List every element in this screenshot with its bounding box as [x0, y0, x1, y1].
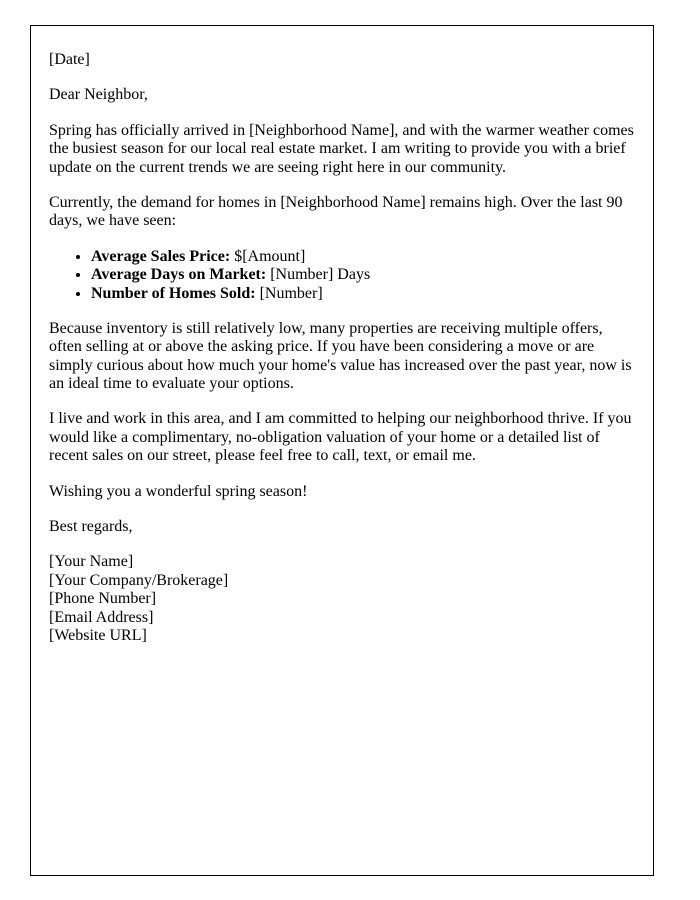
stat-value: $[Amount] — [230, 247, 306, 265]
salutation: Dear Neighbor, — [49, 86, 148, 104]
signature-line-name: [Your Name] — [49, 553, 134, 571]
stat-label: Average Sales Price: — [91, 247, 231, 265]
signature-block — [49, 553, 635, 645]
list-item — [91, 266, 635, 284]
signature-line-email: [Email Address] — [49, 608, 154, 626]
signature-line-website: [Website URL] — [49, 626, 147, 644]
stat-value: [Number] Days — [266, 266, 371, 284]
signoff: Best regards, — [49, 518, 133, 536]
stat-label: Average Days on Market: — [91, 266, 267, 284]
date-placeholder: [Date] — [49, 51, 90, 68]
offer-paragraph: I live and work in this area, and I am committed to helping our neighborhood thrive. If you would like a complimentary, no-obligation valuation of your home or a detailed list of recent sales on our street, please feel free to call, text, or email me. — [49, 410, 632, 465]
closing-line: Wishing you a wonderful spring season! — [49, 482, 308, 500]
letter-body — [49, 51, 635, 645]
list-item — [91, 285, 635, 303]
market-demand-paragraph: Currently, the demand for homes in [Neighborhood Name] remains high. Over the last 90 days, we have seen: — [49, 193, 623, 230]
signature-line-company: [Your Company/Brokerage] — [49, 571, 229, 589]
intro-paragraph: Spring has officially arrived in [Neighborhood Name], and with the warmer weather comes the busiest season for our local real estate market. I am writing to provide you with a brief update on the current trends we are seeing right here in our community. — [49, 121, 634, 176]
signature-line-phone: [Phone Number] — [49, 590, 157, 608]
stat-label: Number of Homes Sold: — [91, 284, 256, 302]
list-item — [91, 248, 635, 266]
market-stats-list — [49, 248, 635, 303]
inventory-paragraph: Because inventory is still relatively low, many properties are receiving multiple offers, often selling at or above the asking price. If you have been considering a move or are simply curious about how much your home's value has increased over the past year, now is an ideal time to evaluate your options. — [49, 319, 632, 393]
stat-value: [Number] — [255, 284, 323, 302]
letter-page — [30, 25, 654, 876]
